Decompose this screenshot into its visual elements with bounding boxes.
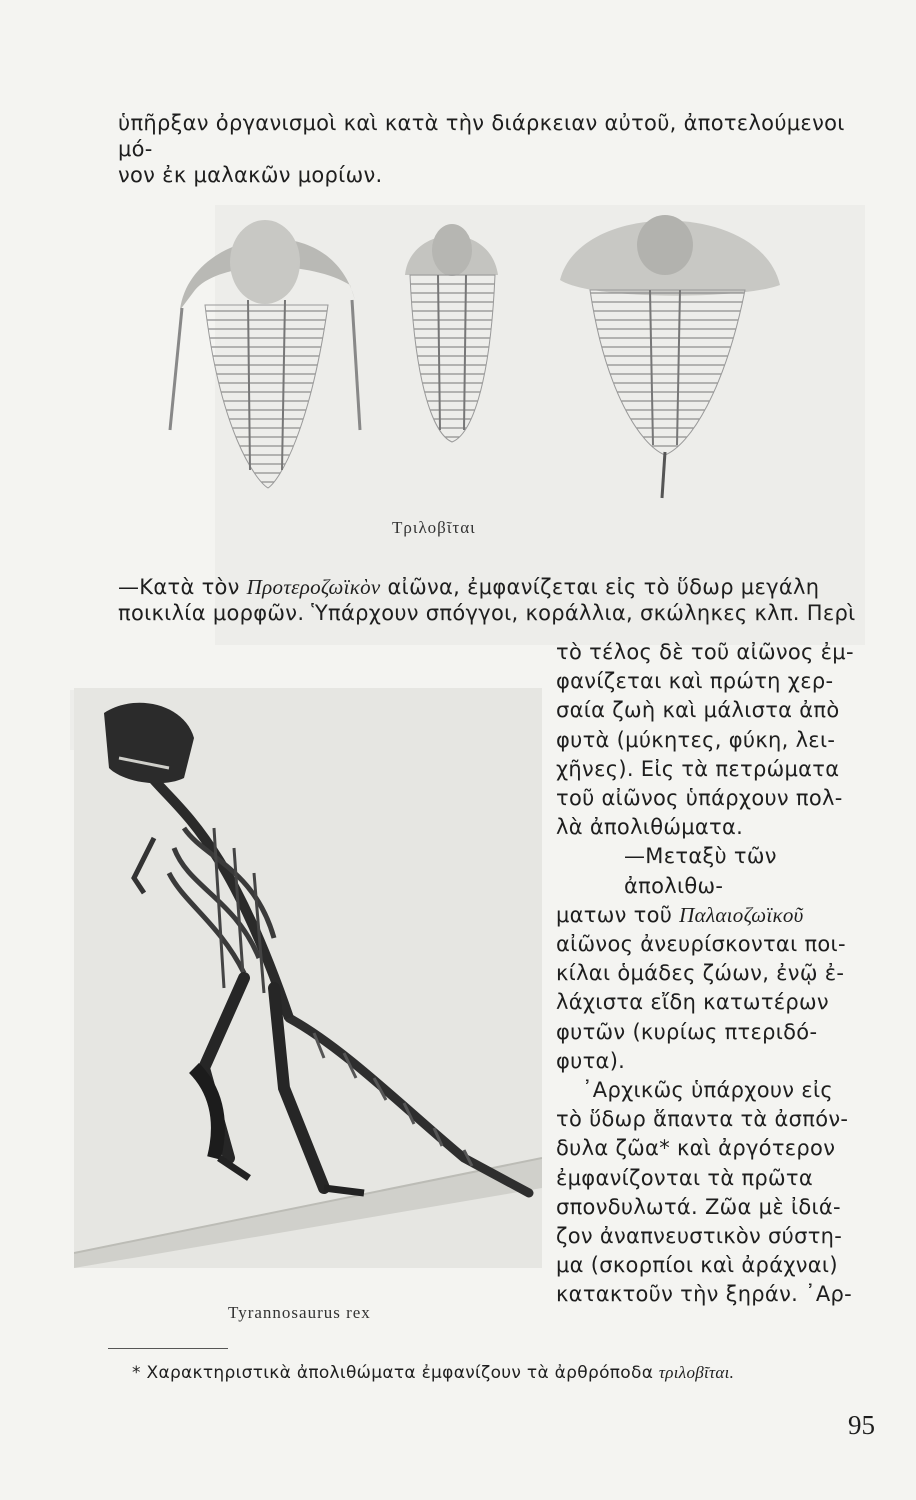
text-line: φανίζεται καὶ πρώτη χερ- bbox=[556, 669, 834, 694]
intro-paragraph bbox=[118, 110, 878, 188]
text-line: ζον ἀναπνευστικὸν σύστη- bbox=[556, 1224, 843, 1249]
trilobite-middle bbox=[405, 224, 498, 442]
text-line: αἰῶνος ἀνευρίσκονται ποι- bbox=[556, 932, 846, 957]
text-line: ᾿Αρχικῶς ὑπάρχουν εἰς bbox=[582, 1078, 833, 1103]
right-text-column bbox=[556, 638, 866, 1310]
era-name-italic: Προτεροζωϊκὸν bbox=[246, 575, 381, 599]
trilobite-left bbox=[170, 220, 360, 488]
text-line: ὑπῆρξαν ὀργανισμοὶ καὶ κατὰ τὴν διάρκειαν αὐτοῦ, ἀποτελούμενοι μό- bbox=[118, 111, 845, 161]
tyrannosaurus-skeleton bbox=[74, 688, 542, 1268]
tyrannosaurus-photo bbox=[74, 688, 542, 1268]
proterozoic-paragraph bbox=[118, 574, 888, 626]
text-line: φυτα). bbox=[556, 1048, 626, 1073]
text-line: φυτῶν (κυρίως πτεριδό- bbox=[556, 1019, 818, 1044]
footnote-italic: τριλοβῖται. bbox=[658, 1363, 735, 1382]
text-line: μα (σκορπίοι καὶ ἀράχναι) bbox=[556, 1253, 838, 1278]
trilobites-figure bbox=[160, 190, 800, 505]
text-line: τοῦ αἰῶνος ὑπάρχουν πολ- bbox=[556, 786, 843, 811]
text-line: ποικιλία μορφῶν. Ὑπάρχουν σπόγγοι, κοράλλια, σκώληκες κλπ. Περὶ bbox=[118, 601, 856, 625]
page-number: 95 bbox=[848, 1410, 875, 1440]
figure-caption-tyrannosaurus: Tyrannosaurus rex bbox=[228, 1303, 371, 1322]
text-line: κίλαι ὁμάδες ζώων, ἐνῷ ἐ- bbox=[556, 961, 845, 986]
text-line: —Κατὰ τὸν Προτεροζωϊκὸν αἰῶνα, ἐμφανίζεται εἰς τὸ ὕδωρ μεγάλη bbox=[118, 575, 820, 599]
text-line: νον ἐκ μαλακῶν μορίων. bbox=[118, 163, 383, 187]
text-line: χῆνες). Εἰς τὰ πετρώματα bbox=[556, 756, 840, 781]
trilobites-illustration bbox=[160, 190, 800, 505]
text-line: ματων τοῦ Παλαιοζωϊκοῦ bbox=[556, 902, 804, 927]
text-line: λὰ ἀπολιθώματα. bbox=[556, 815, 744, 840]
footnote-rule bbox=[108, 1348, 228, 1349]
text-line: λάχιστα εἴδη κατωτέρων bbox=[556, 990, 829, 1015]
text-line: δυλα ζῶα* καὶ ἀργότερον bbox=[556, 1136, 836, 1161]
text-line: —Μεταξὺ τῶν ἀπολιθω- bbox=[624, 844, 777, 898]
text-line: ἐμφανίζονται τὰ πρῶτα bbox=[556, 1165, 814, 1190]
text-line: σαία ζωὴ καὶ μάλιστα ἀπὸ bbox=[556, 698, 840, 723]
text-line: φυτὰ (μύκητες, φύκη, λει- bbox=[556, 727, 836, 752]
era-name-italic: Παλαιοζωϊκοῦ bbox=[679, 902, 804, 927]
trilobite-right bbox=[560, 215, 780, 498]
text-line: κατακτοῦν τὴν ξηράν. ᾿Αρ- bbox=[556, 1282, 853, 1307]
text-line: σπονδυλωτά. Ζῶα μὲ ἰδιά- bbox=[556, 1194, 841, 1219]
text-line: τὸ τέλος δὲ τοῦ αἰῶνος ἐμ- bbox=[556, 640, 854, 664]
footnote: * Χαρακτηριστικὰ ἀπολιθώματα ἐμφανίζουν τὰ ἀρθρόποδα τριλοβῖται. bbox=[132, 1363, 735, 1383]
text-line: τὸ ὕδωρ ἅπαντα τὰ ἀσπόν- bbox=[556, 1107, 849, 1132]
figure-caption-trilobites: Τριλοβῖται bbox=[392, 518, 476, 537]
